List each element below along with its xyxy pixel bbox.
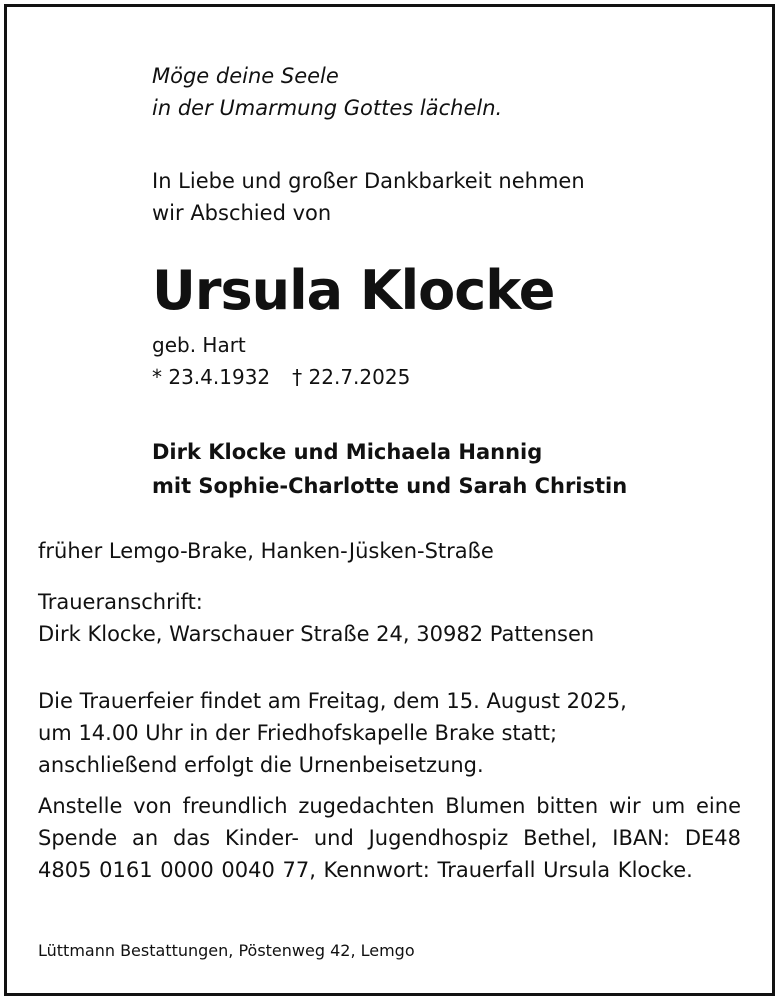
death-date: † 22.7.2025 bbox=[292, 365, 411, 389]
quote-line-2: in der Umarmung Gottes lächeln. bbox=[152, 96, 503, 120]
funeral-home: Lüttmann Bestattungen, Pöstenweg 42, Lemgo bbox=[38, 941, 415, 960]
family-line-1: Dirk Klocke und Michaela Hannig bbox=[152, 440, 543, 464]
life-dates bbox=[152, 362, 410, 392]
quote-line-1: Möge deine Seele bbox=[152, 64, 339, 88]
ceremony-line-2: um 14.00 Uhr in der Friedhofskapelle Brake statt; bbox=[38, 721, 558, 745]
maiden-name: geb. Hart bbox=[152, 333, 246, 357]
family-line-2: mit Sophie-Charlotte und Sarah Christin bbox=[152, 474, 628, 498]
deceased-name: Ursula Klocke bbox=[152, 259, 555, 322]
ceremony-line-1: Die Trauerfeier findet am Freitag, dem 15. August 2025, bbox=[38, 689, 627, 713]
birth-date: * 23.4.1932 bbox=[152, 365, 271, 389]
ceremony-line-3: anschließend erfolgt die Urnenbeisetzung. bbox=[38, 753, 484, 777]
former-address: früher Lemgo-Brake, Hanken-Jüsken-Straße bbox=[38, 539, 494, 563]
mourning-address-label: Traueranschrift: bbox=[38, 590, 203, 614]
intro-line-2: wir Abschied von bbox=[152, 201, 332, 225]
mourning-address-value: Dirk Klocke, Warschauer Straße 24, 30982 Pattensen bbox=[38, 622, 595, 646]
donation-text: Anstelle von freundlich zugedachten Blumen bitten wir um eine Spende an das Kinder- und Jugendhospiz Bethel, IBAN: DE48 4805 0161 0000 0040 77, Kennwort: Trauerfall Ursula Klocke. bbox=[38, 794, 741, 882]
intro-line-1: In Liebe und großer Dankbarkeit nehmen bbox=[152, 169, 585, 193]
